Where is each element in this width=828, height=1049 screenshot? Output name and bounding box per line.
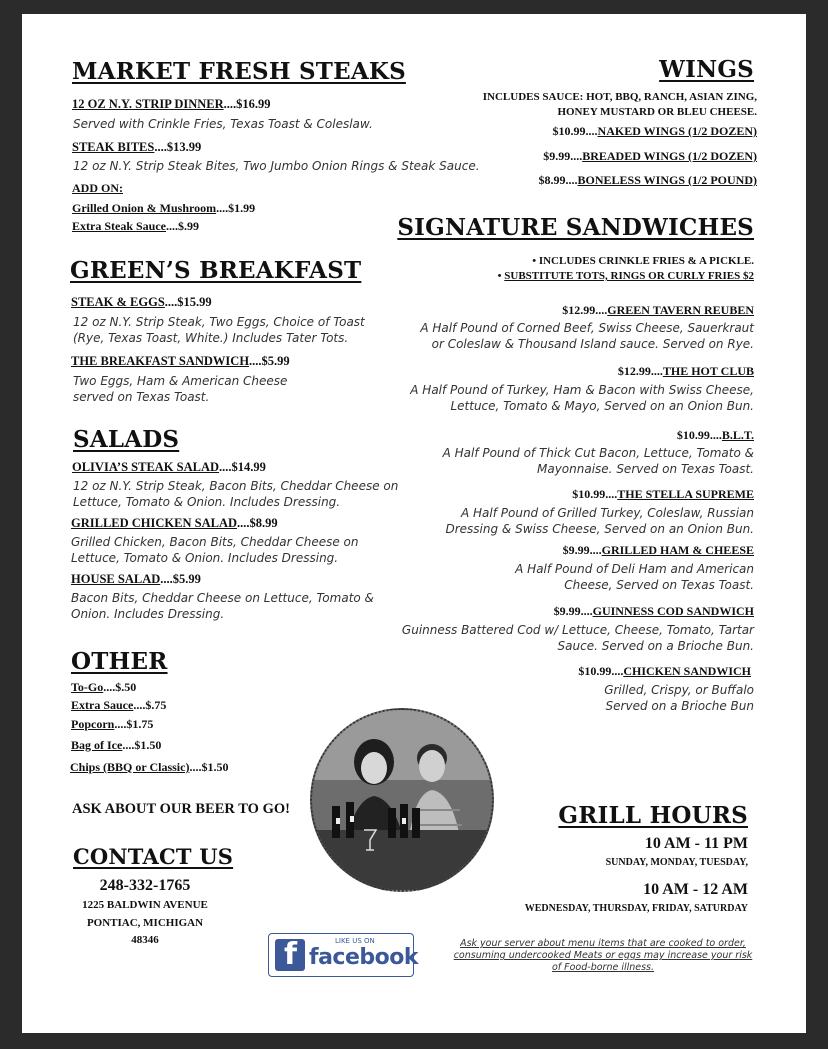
chicken-salad-desc — [71, 535, 358, 566]
house-salad-item — [71, 572, 201, 587]
chicken-sandwich-price: $10.99.... — [578, 664, 624, 678]
naked-wings-name: NAKED WINGS (1/2 DOZEN) — [597, 124, 757, 138]
olivia-salad-price: ....$14.99 — [219, 460, 266, 474]
addon-label: ADD ON: — [72, 181, 123, 195]
chicken-salad-name: GRILLED CHICKEN SALAD — [71, 516, 238, 530]
disclaimer-line2: consuming undercooked Meats or eggs may increase your risk — [453, 950, 753, 961]
disclaimer-line3: of Food-borne illness. — [551, 962, 655, 973]
guinness-price: $9.99.... — [553, 604, 593, 618]
olivia-salad-desc-line1: 12 oz N.Y. Strip Steak, Bacon Bits, Cheddar Cheese on — [73, 479, 399, 493]
addon-onion-item — [72, 201, 255, 216]
ice-name: Bag of Ice — [71, 738, 123, 752]
blt-item — [677, 428, 754, 443]
addon-onion-name: Grilled Onion & Mushroom — [72, 201, 217, 215]
ham-cheese-desc — [515, 562, 754, 593]
breakfast-heading: GREEN’S BREAKFAST — [70, 257, 362, 284]
olivia-salad-desc — [73, 479, 398, 510]
blt-desc — [443, 446, 754, 477]
house-salad-price: ....$5.99 — [160, 572, 201, 586]
address-zip: 48346 — [131, 934, 159, 946]
steak-dinner-price: ....$16.99 — [223, 97, 271, 111]
other-heading: OTHER — [71, 648, 168, 675]
food-disclaimer — [450, 938, 756, 974]
breakfast-sandwich-desc-line2: served on Texas Toast. — [73, 389, 210, 404]
extra-sauce-item — [71, 698, 166, 713]
hours-days1: SUNDAY, MONDAY, TUESDAY, — [605, 857, 748, 868]
chips-price: ....$1.50 — [189, 760, 229, 774]
naked-wings-item — [553, 124, 757, 139]
facebook-icon — [275, 939, 305, 971]
sandwich-notes — [498, 254, 754, 284]
hot-club-item — [618, 364, 754, 379]
olivia-salad-item — [72, 460, 266, 475]
steak-eggs-price: ....$15.99 — [164, 295, 212, 309]
address-street: 1225 BALDWIN AVENUE — [82, 899, 208, 911]
popcorn-item — [71, 717, 153, 732]
blt-price: $10.99.... — [676, 428, 722, 442]
guinness-desc-line1: Guinness Battered Cod w/ Lettuce, Cheese, Tomato, Tartar — [401, 623, 754, 637]
steak-eggs-desc — [73, 315, 365, 346]
beer-to-go: ASK ABOUT OUR BEER TO GO! — [72, 801, 290, 817]
salads-heading: SALADS — [73, 426, 180, 453]
house-salad-desc-line2: Onion. Includes Dressing. — [71, 606, 225, 621]
breakfast-sandwich-name: THE BREAKFAST SANDWICH — [71, 354, 250, 368]
hot-club-name: THE HOT CLUB — [662, 364, 754, 378]
chicken-salad-item — [71, 516, 278, 531]
guinness-desc — [402, 623, 754, 654]
sandwich-note2 — [498, 269, 754, 284]
stella-item — [572, 487, 754, 502]
guinness-desc-line2: Sauce. Served on a Brioche Bun. — [557, 638, 754, 653]
steak-eggs-desc-line2: (Rye, Texas Toast, White.) Includes Tater Tots. — [73, 330, 349, 345]
facebook-icon-letter: f — [284, 937, 298, 972]
reuben-name: GREEN TAVERN REUBEN — [607, 303, 754, 317]
boneless-wings-price: $8.99.... — [538, 173, 578, 187]
disclaimer-line1: Ask your server about menu items that are cooked to order, — [460, 938, 746, 949]
blt-desc-line1: A Half Pound of Thick Cut Bacon, Lettuce, Tomato & — [442, 446, 754, 460]
breakfast-sandwich-desc — [73, 374, 287, 405]
hot-club-desc — [410, 383, 754, 414]
house-salad-name: HOUSE SALAD — [71, 572, 161, 586]
hours-time1: 10 AM - 11 PM — [644, 835, 748, 852]
steak-eggs-desc-line1: 12 oz N.Y. Strip Steak, Two Eggs, Choice of Toast — [73, 315, 365, 329]
steaks-heading: MARKET FRESH STEAKS — [72, 58, 406, 85]
popcorn-price: ....$1.75 — [114, 717, 154, 731]
chicken-salad-desc-line2: Lettuce, Tomato & Onion. Includes Dressing. — [71, 550, 339, 565]
ice-item — [71, 738, 161, 753]
breaded-wings-name: BREADED WINGS (1/2 DOZEN) — [582, 149, 757, 163]
guinness-item — [554, 604, 754, 619]
guinness-name: GUINNESS COD SANDWICH — [592, 604, 754, 618]
breakfast-sandwich-item — [71, 354, 290, 369]
breaded-wings-price: $9.99.... — [543, 149, 583, 163]
chicken-salad-desc-line1: Grilled Chicken, Bacon Bits, Cheddar Cheese on — [71, 535, 359, 549]
breakfast-sandwich-price: ....$5.99 — [249, 354, 290, 368]
sandwiches-heading: SIGNATURE SANDWICHES — [397, 214, 754, 241]
hours-days2: WEDNESDAY, THURSDAY, FRIDAY, SATURDAY — [524, 903, 748, 914]
hot-club-desc-line2: Lettuce, Tomato & Mayo, Served on an Onion Bun. — [450, 398, 754, 413]
ham-cheese-desc-line2: Cheese, Served on Texas Toast. — [564, 577, 754, 592]
sandwich-note2-text: SUBSTITUTE TOTS, RINGS OR CURLY FRIES $2 — [504, 270, 754, 282]
togo-item — [71, 680, 136, 695]
wings-sauces-line2: HONEY MUSTARD OR BLEU CHEESE. — [557, 106, 757, 118]
hours-time2: 10 AM - 12 AM — [643, 881, 748, 898]
address-city: PONTIAC, MICHIGAN — [86, 917, 204, 929]
ice-price: ....$1.50 — [122, 738, 162, 752]
facebook-wordmark: facebook — [309, 945, 418, 970]
chips-name: Chips (BBQ or Classic) — [70, 760, 190, 774]
addon-onion-price: ....$1.99 — [216, 201, 256, 215]
steak-dinner-name: 12 OZ N.Y. STRIP DINNER — [72, 97, 224, 111]
blt-name: B.L.T. — [721, 428, 754, 442]
reuben-price: $12.99.... — [562, 303, 608, 317]
togo-name: To-Go — [71, 680, 104, 694]
boneless-wings-name: BONELESS WINGS (1/2 POUND) — [577, 173, 757, 187]
togo-price: ....$.50 — [103, 680, 137, 694]
house-salad-desc — [71, 591, 374, 622]
olivia-salad-desc-line2: Lettuce, Tomato & Onion. Includes Dressing. — [73, 494, 341, 509]
sandwich-note2-bullet: • — [497, 270, 505, 282]
stella-price: $10.99.... — [572, 487, 618, 501]
breakfast-sandwich-desc-line1: Two Eggs, Ham & American Cheese — [73, 374, 288, 388]
chicken-sandwich-item — [578, 664, 751, 679]
steak-bites-desc: 12 oz N.Y. Strip Steak Bites, Two Jumbo Onion Rings & Steak Sauce. — [73, 159, 480, 173]
reuben-item — [562, 303, 754, 318]
stella-desc-line2: Dressing & Swiss Cheese, Served on an Onion Bun. — [445, 521, 754, 536]
vintage-photo — [310, 708, 494, 892]
stella-name: THE STELLA SUPREME — [617, 487, 754, 501]
naked-wings-price: $10.99.... — [552, 124, 598, 138]
contact-heading: CONTACT US — [73, 844, 234, 869]
sandwich-note1: • INCLUDES CRINKLE FRIES & A PICKLE. — [532, 255, 754, 267]
steak-bites-item — [72, 140, 201, 155]
chicken-sandwich-desc-line1: Grilled, Crispy, or Buffalo — [604, 683, 754, 697]
popcorn-name: Popcorn — [71, 717, 115, 731]
steak-eggs-name: STEAK & EGGS — [71, 295, 165, 309]
steak-bites-name: STEAK BITES — [72, 140, 155, 154]
steak-bites-price: ....$13.99 — [154, 140, 202, 154]
facebook-like-us: LIKE US ON — [335, 937, 375, 945]
reuben-desc-line1: A Half Pound of Corned Beef, Swiss Cheese, Sauerkraut — [420, 321, 754, 335]
ham-cheese-price: $9.99.... — [562, 543, 602, 557]
ham-cheese-desc-line1: A Half Pound of Deli Ham and American — [515, 562, 754, 576]
reuben-desc-line2: or Coleslaw & Thousand Island sauce. Served on Rye. — [431, 336, 754, 351]
hot-club-price: $12.99.... — [617, 364, 663, 378]
stella-desc-line1: A Half Pound of Grilled Turkey, Coleslaw, Russian — [460, 506, 754, 520]
wings-sauces — [483, 90, 757, 120]
chicken-salad-price: ....$8.99 — [237, 516, 278, 530]
contact-block — [62, 876, 228, 949]
hot-club-desc-line1: A Half Pound of Turkey, Ham & Bacon with Swiss Cheese, — [410, 383, 754, 397]
grill-hours-heading: GRILL HOURS — [558, 802, 748, 829]
addon-sauce-name: Extra Steak Sauce — [72, 219, 166, 233]
steak-eggs-item — [71, 295, 212, 310]
facebook-badge[interactable] — [268, 933, 418, 977]
blt-desc-line2: Mayonnaise. Served on Texas Toast. — [537, 461, 754, 476]
menu-page — [22, 14, 806, 1033]
extra-sauce-name: Extra Sauce — [71, 698, 134, 712]
extra-sauce-price: ....$.75 — [133, 698, 167, 712]
phone-number: 248-332-1765 — [99, 877, 191, 894]
addon-sauce-item — [72, 219, 199, 234]
ham-cheese-name: GRILLED HAM & CHEESE — [601, 543, 754, 557]
chicken-sandwich-name: CHICKEN SANDWICH — [623, 664, 751, 678]
olivia-salad-name: OLIVIA’S STEAK SALAD — [72, 460, 220, 474]
breaded-wings-item — [543, 149, 757, 164]
addon-sauce-price: ....$.99 — [166, 219, 199, 233]
boneless-wings-item — [539, 173, 757, 188]
steak-dinner-desc: Served with Crinkle Fries, Texas Toast & Coleslaw. — [73, 117, 373, 131]
ham-cheese-item — [563, 543, 754, 558]
chips-item — [70, 760, 228, 775]
wings-sauces-line1: INCLUDES SAUCE: HOT, BBQ, RANCH, ASIAN ZING, — [482, 91, 757, 103]
chicken-sandwich-desc-line2: Served on a Brioche Bun — [605, 698, 754, 713]
wings-heading: WINGS — [659, 56, 754, 83]
house-salad-desc-line1: Bacon Bits, Cheddar Cheese on Lettuce, Tomato & — [71, 591, 374, 605]
stella-desc — [446, 506, 755, 537]
steak-dinner-item — [72, 97, 271, 112]
chicken-sandwich-desc — [604, 683, 754, 714]
vintage-photo-illustration — [312, 710, 492, 890]
reuben-desc — [420, 321, 754, 352]
